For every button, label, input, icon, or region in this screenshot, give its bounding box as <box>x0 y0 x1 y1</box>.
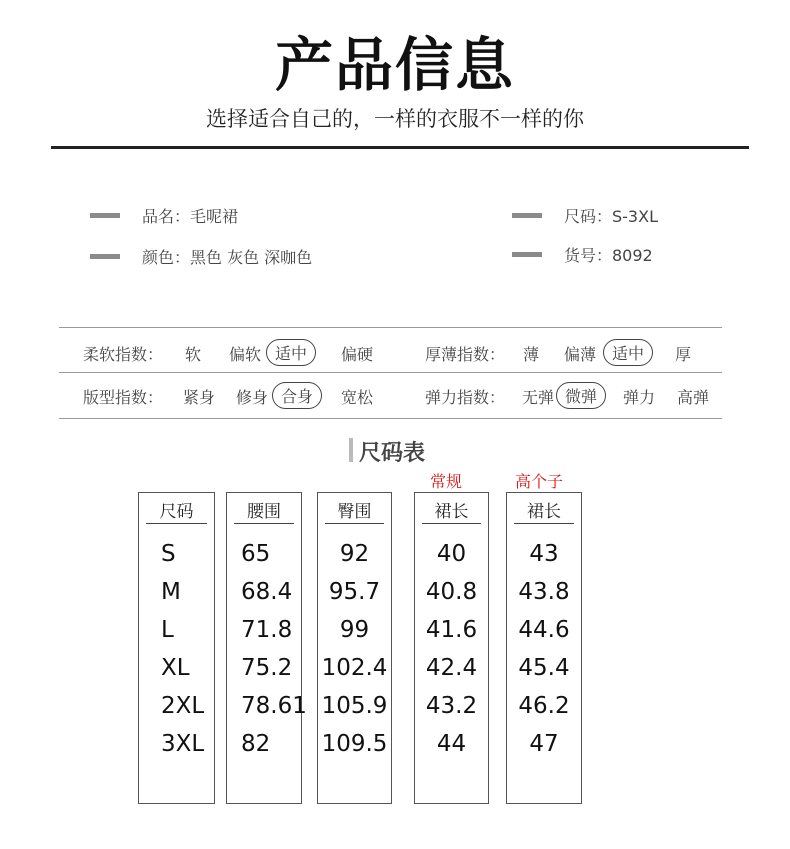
index-label: 版型指数： <box>83 388 164 407</box>
size-cell: 82 <box>241 731 271 757</box>
size-cell: 47 <box>529 731 559 757</box>
index-divider-bottom <box>59 418 722 419</box>
size-cell: XL <box>161 655 190 681</box>
index-row-softness <box>83 342 403 366</box>
size-column-length_tall <box>506 492 582 804</box>
size-column-waist <box>226 492 307 804</box>
index-option: 弹力 <box>623 388 656 407</box>
index-label: 柔软指数： <box>83 345 164 364</box>
index-row-thickness <box>425 342 745 366</box>
tag-tall: 高个子 <box>515 472 564 491</box>
size-column-length_regular <box>414 492 489 804</box>
size-column-sizes <box>138 492 215 804</box>
size-column-hip <box>317 492 392 804</box>
size-cell: 109.5 <box>321 731 388 757</box>
size-cell: 41.6 <box>425 617 478 643</box>
column-header: 裙长 <box>422 501 481 524</box>
size-cell: 68.4 <box>241 579 293 605</box>
size-cell: 43 <box>529 541 559 567</box>
dash-icon <box>512 252 542 257</box>
size-cell: 78.61 <box>241 693 307 719</box>
index-option: 偏薄 <box>564 345 597 364</box>
index-option: 高弹 <box>677 388 710 407</box>
page-subtitle: 选择适合自己的，一样的衣服不一样的你 <box>206 107 584 131</box>
index-option-selected: 微弹 <box>556 382 606 409</box>
size-cell: 44.6 <box>518 617 570 643</box>
column-header: 尺码 <box>146 501 207 524</box>
info-item-no <box>512 243 653 266</box>
size-cell: 40 <box>436 541 467 567</box>
index-option: 厚 <box>675 345 692 364</box>
index-option: 薄 <box>523 345 540 364</box>
index-option: 偏软 <box>229 345 262 364</box>
size-cell: S <box>161 541 176 567</box>
size-cell: 95.7 <box>328 579 381 605</box>
index-option: 宽松 <box>341 388 374 407</box>
size-cell: 102.4 <box>321 655 388 681</box>
dash-icon <box>90 254 120 259</box>
column-header: 裙长 <box>514 501 574 524</box>
size-cell: 75.2 <box>241 655 293 681</box>
size-cell: 44 <box>436 731 467 757</box>
index-option: 修身 <box>236 388 269 407</box>
index-option-selected: 适中 <box>603 339 653 366</box>
size-cell: 3XL <box>161 731 205 757</box>
info-color <box>90 245 312 268</box>
size-cell: 65 <box>241 541 271 567</box>
size-cell: 45.4 <box>518 655 570 681</box>
info-size-text: 尺码：S-3XL <box>564 207 658 226</box>
dash-icon <box>512 213 542 218</box>
size-cell: M <box>161 579 181 605</box>
column-header: 腰围 <box>234 501 294 524</box>
size-cell: 71.8 <box>241 617 293 643</box>
size-cell: 2XL <box>161 693 205 719</box>
size-cell: 43.8 <box>518 579 570 605</box>
index-option-selected: 合身 <box>272 382 322 409</box>
index-divider-top <box>59 327 722 328</box>
info-size <box>512 204 658 227</box>
info-name-text: 品名：毛呢裙 <box>142 207 239 226</box>
index-option-selected: 适中 <box>266 339 316 366</box>
size-chart-title: 尺码表 <box>359 441 426 466</box>
size-cell: 99 <box>339 617 370 643</box>
info-name <box>90 204 238 227</box>
dash-icon <box>90 213 120 218</box>
index-row-elasticity <box>425 385 745 409</box>
size-cell: 40.8 <box>425 579 478 605</box>
size-cell: L <box>161 617 174 643</box>
index-option: 无弹 <box>522 388 555 407</box>
size-cell: 43.2 <box>425 693 478 719</box>
size-cell: 42.4 <box>425 655 478 681</box>
info-item-no-text: 货号：8092 <box>564 246 653 265</box>
index-option: 紧身 <box>183 388 216 407</box>
index-option: 软 <box>185 345 202 364</box>
index-divider-middle <box>59 372 722 373</box>
size-cell: 46.2 <box>518 693 570 719</box>
index-option: 偏硬 <box>341 345 374 364</box>
index-label: 弹力指数： <box>425 388 506 407</box>
info-color-text: 颜色：黑色 灰色 深咖色 <box>142 248 313 267</box>
size-cell: 92 <box>339 541 370 567</box>
tag-regular: 常规 <box>430 472 463 491</box>
index-label: 厚薄指数： <box>425 345 506 364</box>
column-header: 臀围 <box>325 501 384 524</box>
title-bar <box>349 438 353 462</box>
size-cell: 105.9 <box>321 693 388 719</box>
index-row-fit <box>83 385 403 409</box>
page-title: 产品信息 <box>274 31 515 99</box>
header-divider <box>51 146 749 149</box>
